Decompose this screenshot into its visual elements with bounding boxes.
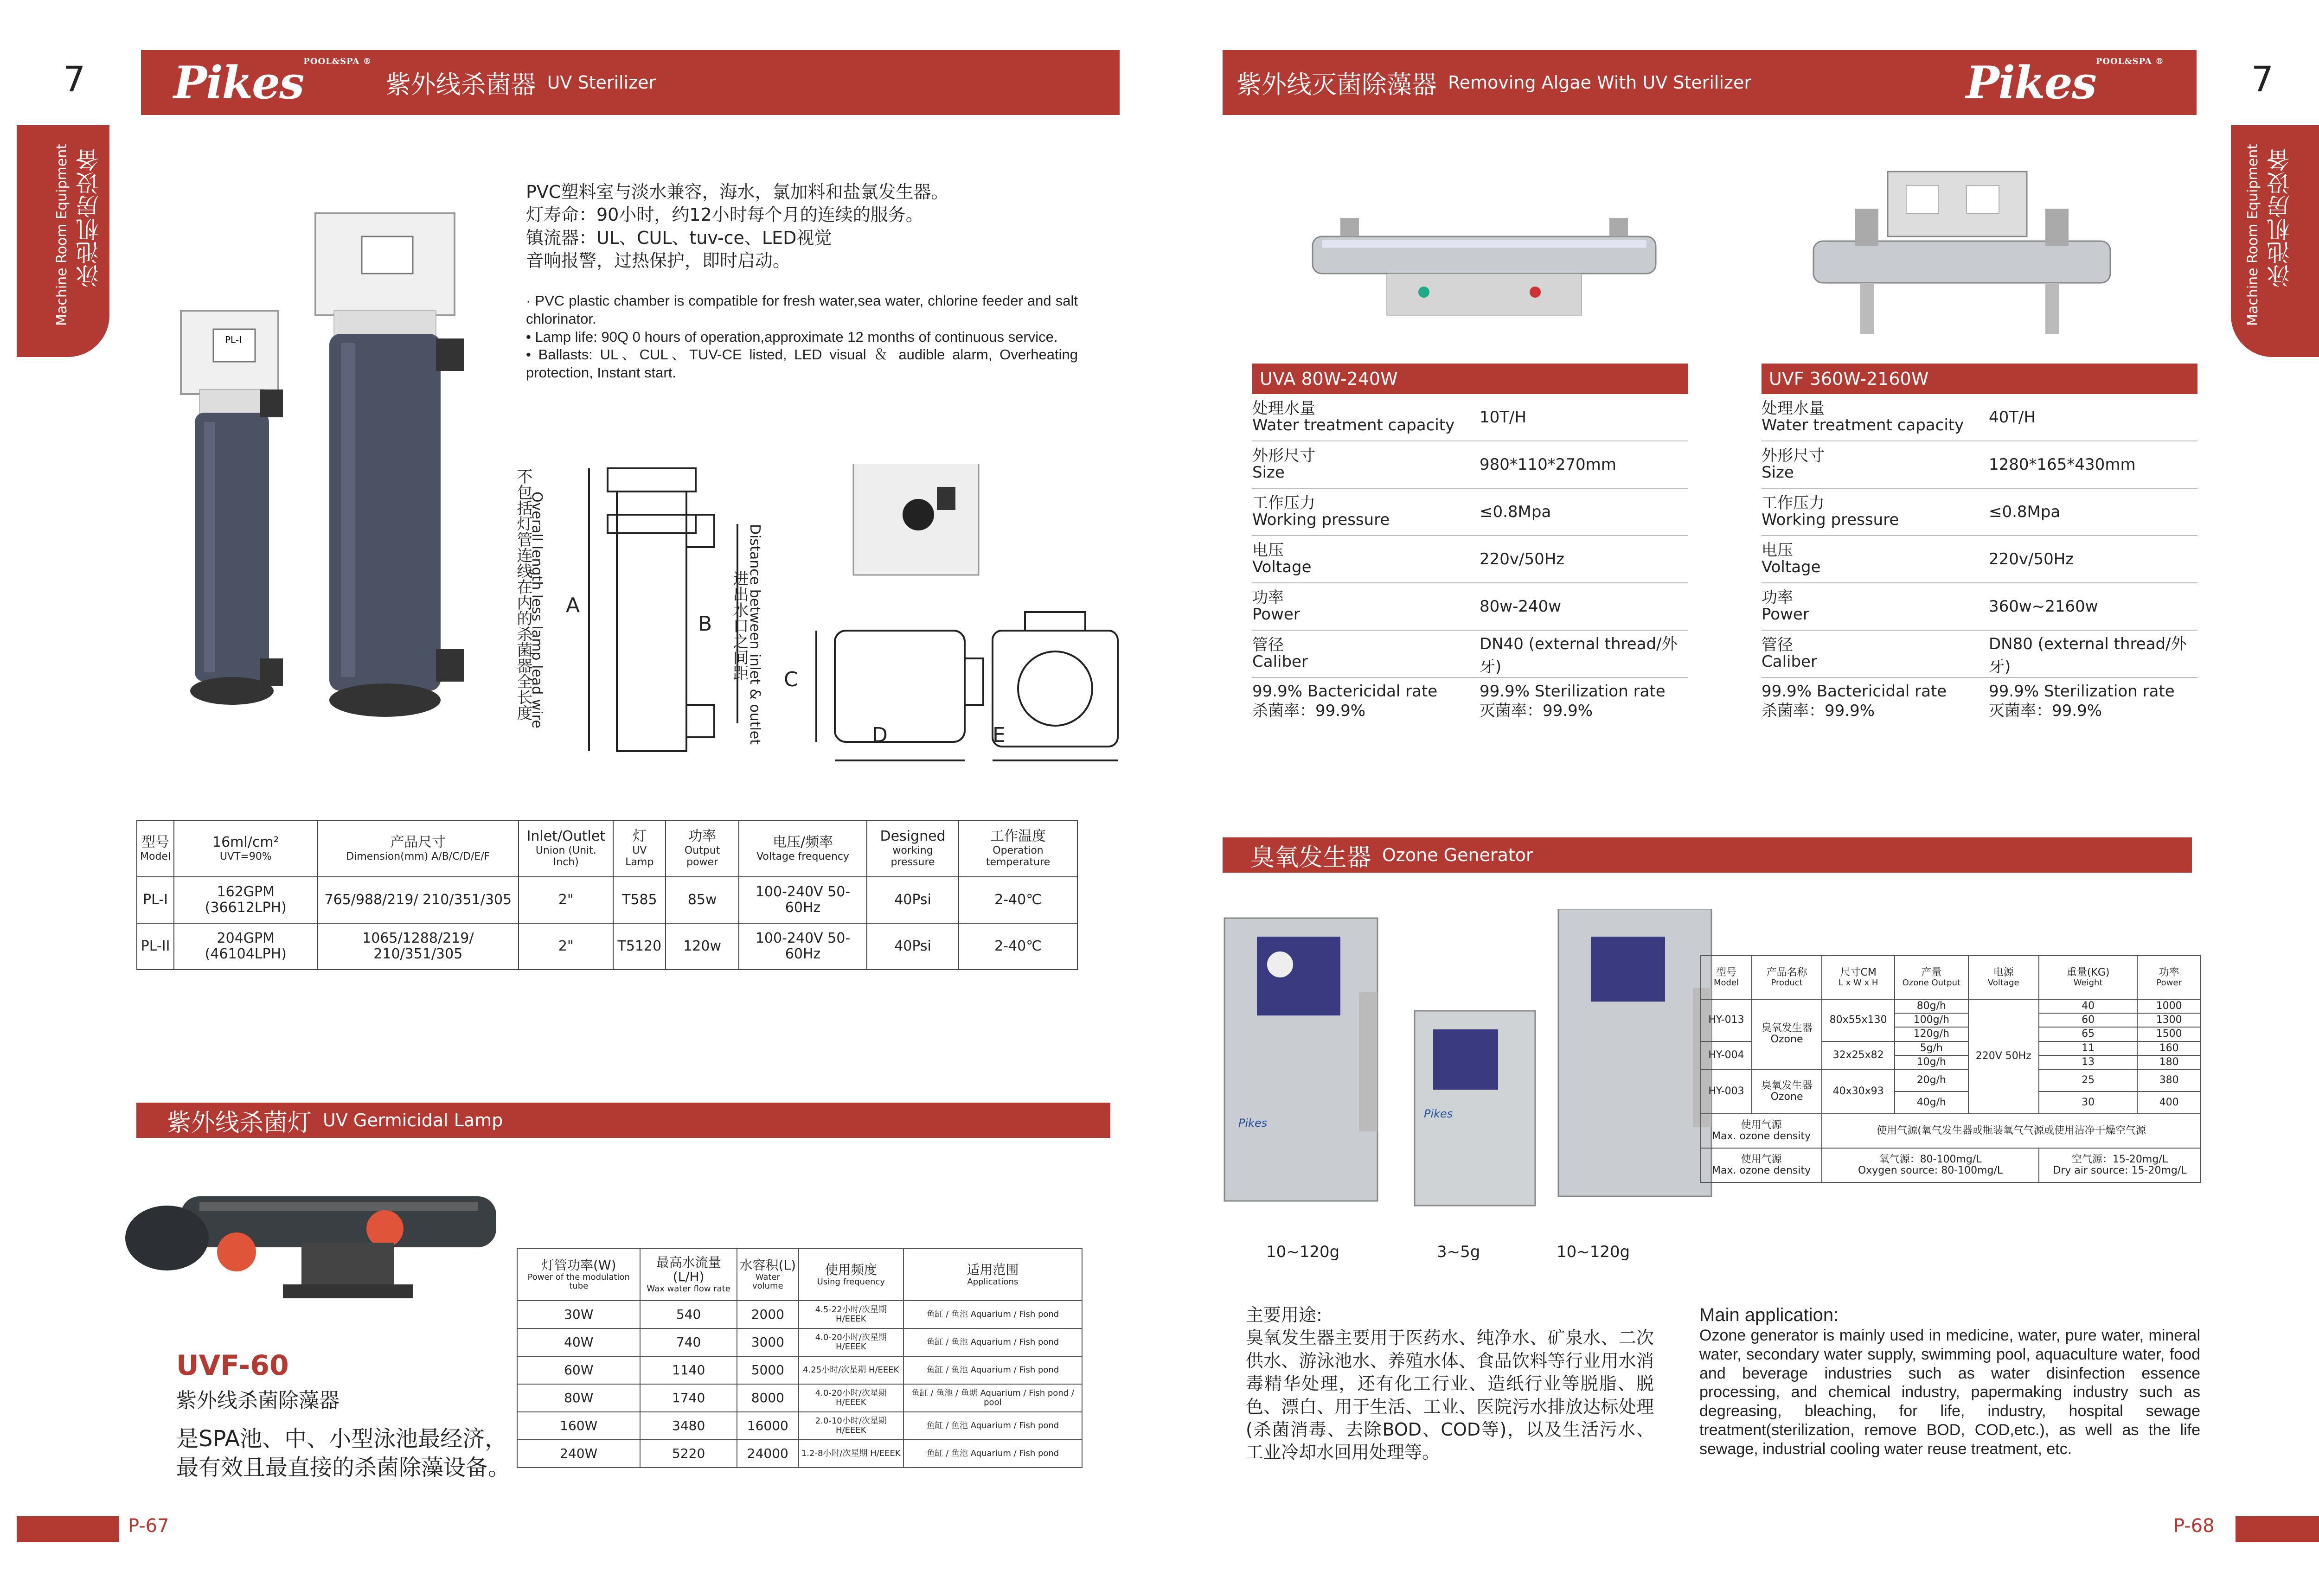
left-header-banner [141,50,1120,115]
ozone-caption-3: 10~120g [1557,1243,1630,1261]
left-header-en: UV Sterilizer [547,72,656,93]
table-row: HY-013 臭氧发生器 Ozone 80x55x130 80g/h 220V 50Hz 40 1000 [1701,999,2201,1013]
inlet-distance-label-cn: 进出水口之间距 [730,570,749,681]
table-row: PL-II 204GPM (46104LPH) 1065/1288/219/ 210/351/305 2" T5120 120w 100-240V 50-60Hz 40Psi 2-40℃ [137,923,1077,970]
lamp-model: UVF-60 [176,1349,289,1382]
table-row: 使用气源 Max. ozone density 氧气源：80-100mg/L Oxygen source: 80-100mg/L 空气源：15-20mg/L Dry air source: 15-20mg/L [1701,1148,2201,1182]
main-use-en: Main application: Ozone generator is mainly used in medicine, water, pure water, mineral water, secondary water supply, swimming pool, aquaculture water, food and beverage industries such as water disinfection essence processing, and chemical industry, papermaking industry such as degreasing, bleaching, for life, industry, hospital sewage treatment(sterilization, remove BOD, COD,etc.), as well as the life sewage, industrial cooling water reuse treatment, etc. [1699,1305,2200,1458]
left-side-label-cn: 泳池机房设备 [76,148,102,287]
ozone-brand-2: Pikes [1424,1107,1453,1120]
table-row: 160W 3480 16000 2.0-10小时/次星期 H/EEEK 鱼缸 / 鱼池 Aquarium / Fish pond [517,1412,1082,1440]
th-model: 型号 Model [137,820,174,877]
sterilizer-spec-table [136,820,1078,970]
pikes-logo-right: Pikes$^{POOL\&SPA ®}$ [1966,56,2164,109]
overall-length-label: Overall length less lamp lead wire [529,492,545,728]
table-row: 40W 740 3000 4.0-20小时/次星期 H/EEEK 鱼缸 / 鱼池 Aquarium / Fish pond [517,1328,1082,1356]
dim-E: E [993,723,1006,747]
inlet-distance-label: Distance between inlet & outlet [747,524,763,745]
right-side-label-en: Machine Room Equipment [2245,144,2261,326]
th-dimension: 产品尺寸 Dimension(mm) A/B/C/D/E/F [318,820,519,877]
dim-A: A [566,594,580,617]
uv-lamp-photo [125,1159,529,1308]
lamp-spec-table: 灯管功率(W) Power of the modulation tube 最高水流量(L/H) Wax water flow rate 水容积(L) Water volume 使用频度 Using frequency 适用范围 Applications 30W 540 2000 4.5-22小时/次星期 H/EEEK 鱼缸 / 鱼池 Aquarium / Fish pond 40W 740 3000 4.0-20小时/次星期 H/EEEK 鱼缸 / 鱼池 Aquarium / Fish pond 60W 1140 5000 4.25小时/次星期 H/EEEK 鱼缸 / 鱼池 Aquarium / Fish pond 80W 1740 8000 4.0-20小时/次星期 H/EEEK 鱼缸 / 鱼池 / 鱼塘 Aquarium / Fish pond / pool 160W 3480 16000 2.0-10小时/次星期 H/EEEK 鱼缸 / 鱼池 Aquarium / Fish pond 240W 5220 24000 1.2-8小时/次星期 H/EEEK 鱼缸 / 鱼池 Aquarium / Fish pond [517,1248,1083,1468]
right-footer-bar [2236,1516,2319,1542]
left-chapter-number: 7 [63,58,86,100]
svg-text:PL-I: PL-I [225,334,242,345]
dim-C: C [784,668,798,691]
left-footer-bar [17,1516,119,1542]
ozone-spec-table: 型号 Model 产品名称 Product 尺寸CM L x W x H 产量 Ozone Output 电源 Voltage 重量(KG) Weight 功率 Power HY-013 臭氧发生器 Ozone 80x55x130 80g/h 220V 50Hz 40 1000 100g/h 60 1300 120g/h 65 1500 HY-004 32x25x82 5g/h 11 160 10g/h 13 180 HY-003 臭氧发生器 Ozone 40x30x93 20g/h 25 380 40g/h 30 400 使用气源 Max. ozone density 使用气源(氧气发生器或瓶装氧气气源或使用洁净干燥空气源 使用气源 Max. ozone density 氧气源：80-100mg/L Oxygen source: 80-100mg/L 空气源：15-20mg/L Dry air source: 15-20mg/L [1700,955,2201,1183]
table-row: 60W 1140 5000 4.25小时/次星期 H/EEEK 鱼缸 / 鱼池 Aquarium / Fish pond [517,1356,1082,1384]
dim-B: B [698,612,712,636]
table-row: 100g/h 60 1300 [1701,1013,2201,1027]
uvf-sterilizer-photo [1804,167,2120,343]
dimension-diagram [514,464,1122,765]
th-uvt: 16ml/cm² UVT=90% [174,820,317,877]
right-header-en: Removing Algae With UV Sterilizer [1448,72,1751,93]
th-voltage: 电压/频率 Voltage frequency [739,820,867,877]
uvf-params: UVF 360W-2160W 处理水量 Water treatment capacity 40T/H 外形尺寸 Size 1280*165*430mm 工作压力 Working pressure ≤0.8Mpa 电压 Voltage 220v/50Hz 功率 Power 360w~2160w 管径 Caliber DN80 (external thread/外牙) 99.9% Bactericidal rate 杀菌率：99.9% 99.9% Sterilization rate 灭菌率：99.9% [1762,364,2197,724]
right-header-banner [1223,50,2197,115]
table-row: 使用气源 Max. ozone density 使用气源(氧气发生器或瓶装氧气气源或使用洁净干燥空气源 [1701,1114,2201,1148]
ozone-brand-1: Pikes [1238,1117,1268,1130]
right-side-tab [2231,125,2319,357]
ozone-header-banner: 臭氧发生器 Ozone Generator [1223,837,2192,873]
table-row: HY-004 32x25x82 5g/h 11 160 [1701,1041,2201,1055]
table-row: HY-003 臭氧发生器 Ozone 40x30x93 20g/h 25 380 [1701,1069,2201,1092]
ozone-generator-photo [1220,909,1725,1233]
lamp-slogan: 是SPA池、中、小型泳池最经济， 最有效且最直接的杀菌除藻设备。 [176,1426,511,1481]
overall-length-label-cn: 不包括灯管连线在内的杀菌器全长度 [514,468,532,721]
left-header-cn: 紫外线杀菌器 [385,70,536,99]
right-chapter-number: 7 [2251,58,2274,100]
right-side-label-cn: 泳池机房设备 [2267,148,2293,287]
lamp-desc: 紫外线杀菌除藻器 [176,1389,340,1412]
ozone-caption-2: 3~5g [1437,1243,1480,1261]
table-row: 120g/h 65 1500 [1701,1027,2201,1041]
th-pressure: Designed working pressure [867,820,959,877]
right-page-number: P-68 [2173,1515,2215,1537]
left-side-tab [17,125,109,357]
table-row: 80W 1740 8000 4.0-20小时/次星期 H/EEEK 鱼缸 / 鱼池 / 鱼塘 Aquarium / Fish pond / pool [517,1384,1082,1412]
th-temperature: 工作温度 Operation temperature [959,820,1077,877]
table-row: 240W 5220 24000 1.2-8小时/次星期 H/EEEK 鱼缸 / 鱼池 Aquarium / Fish pond [517,1440,1082,1468]
table-row: 30W 540 2000 4.5-22小时/次星期 H/EEEK 鱼缸 / 鱼池 Aquarium / Fish pond [517,1301,1082,1328]
uva-sterilizer-photo [1294,218,1674,329]
uv-sterilizer-photo [176,204,501,733]
lamp-header-banner: 紫外线杀菌灯 UV Germicidal Lamp [136,1103,1110,1138]
pikes-logo: Pikes$^{POOL\&SPA ®}$ [173,56,372,109]
intro-en: · PVC plastic chamber is compatible for fresh water,sea water, chlorine feeder and salt chlorinator. • Lamp life: 90Q 0 hours of operation,approximate 12 months of continuous service. • Ballasts: UL、CUL、TUV-CE listed, LED visual ＆ audible alarm, Overheating protection, Instant start. [526,293,1078,381]
uva-params: UVA 80W-240W 处理水量 Water treatment capacity 10T/H 外形尺寸 Size 980*110*270mm 工作压力 Working pressure ≤0.8Mpa 电压 Voltage 220v/50Hz 功率 Power 80w-240w 管径 Caliber DN40 (external thread/外牙) 99.9% Bactericidal rate 杀菌率：99.9% 99.9% Sterilization rate 灭菌率：99.9% [1252,364,1688,724]
th-union: Inlet/Outlet Union (Unit. Inch) [519,820,613,877]
intro-cn: PVC塑料室与淡水兼容，海水，氯加料和盐氯发生器。 灯寿命：90小时，约12小时每个月的连续的服务。 镇流器：UL、CUL、tuv-ce、LED视觉 音响报警，过热保护，即时启动。 [526,182,949,271]
table-row: 10g/h 13 180 [1701,1055,2201,1069]
dim-D: D [872,723,888,747]
th-power: 功率 Output power [666,820,739,877]
left-side-label-en: Machine Room Equipment [54,144,70,326]
left-page-number: P-67 [128,1515,169,1537]
ozone-caption-1: 10~120g [1266,1243,1340,1261]
right-header-cn: 紫外线灭菌除藻器 [1236,70,1437,99]
th-lamp: 灯 UV Lamp [613,820,666,877]
table-row: PL-I 162GPM (36612LPH) 765/988/219/ 210/351/305 2" T585 85w 100-240V 50-60Hz 40Psi 2-40℃ [137,877,1077,923]
main-use-cn: 主要用途: 臭氧发生器主要用于医药水、纯净水、矿泉水、二次供水、游泳池水、养殖水体、食品饮料等行业用水消毒精华处理，还有化工行业、造纸行业等脱脂、脱色、漂白、用于生活、工业、医院污水排放达标处理(杀菌消毒、去除BOD、COD等)，以及生活污水、工业冷却水回用处理等。 [1246,1305,1654,1463]
table-row: 40g/h 30 400 [1701,1092,2201,1114]
